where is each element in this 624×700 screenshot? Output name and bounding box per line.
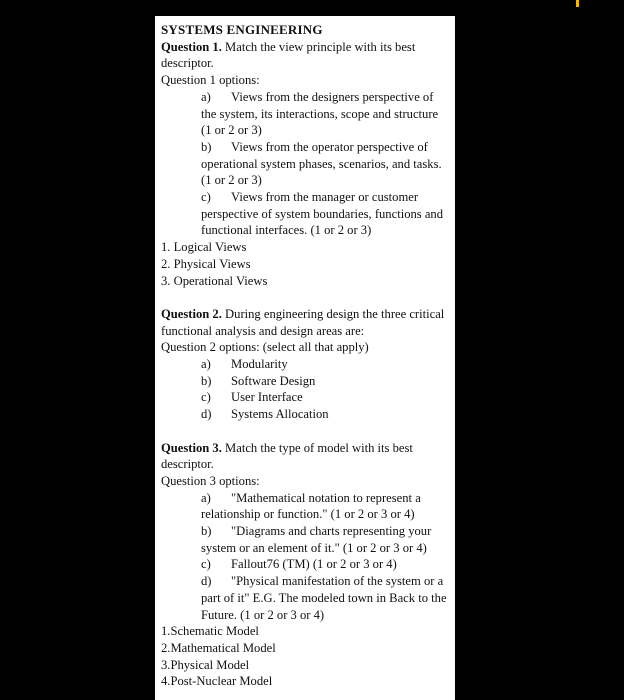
question-3-choice-2: 2.Mathematical Model [161,640,276,655]
option-text: User Interface [231,390,303,405]
question-2-option-a [161,356,451,373]
option-text: Software Design [231,373,316,388]
option-letter: b) [201,524,212,539]
question-3-option-d [161,573,451,623]
spacer [161,423,451,440]
question-3-choice-1: 1.Schematic Model [161,624,259,639]
option-letter: d) [201,407,212,422]
option-letter: b) [201,373,212,388]
option-text: Systems Allocation [231,407,329,422]
document-content [161,22,470,690]
option-letter: c) [201,557,211,572]
question-2-option-d [161,406,451,423]
question-1-heading [161,39,451,72]
question-3-label: Question 3. [161,440,222,455]
question-1-choice-3: 3. Operational Views [161,273,268,288]
question-1-choice-1: 1. Logical Views [161,240,247,255]
option-text: Views from the operator perspective of operational system phases, scenarios, and tasks. (1 or 2 or 3) [201,139,467,188]
option-text: Views from the manager or customer perspective of system boundaries, functions and functional interfaces. (1 or 2 or 3) [201,190,444,238]
question-1-options-heading: Question 1 options: [161,73,260,88]
question-1-label: Question 1. [161,39,222,54]
option-letter: a) [201,490,211,505]
option-text: Fallout76 (TM) (1 or 2 or 3 or 4) [231,557,397,572]
question-3-options-heading: Question 3 options: [161,473,260,488]
option-text: Modularity [231,357,288,372]
option-letter: d) [201,574,212,589]
option-letter: a) [201,89,211,104]
question-2-options-heading: Question 2 options: (select all that apply) [161,340,369,355]
question-3-choice-4: 4.Post-Nuclear Model [161,674,273,689]
document-page [155,16,470,700]
question-2-label: Question 2. [161,306,222,321]
option-text: "Physical manifestation of the system or a part of it" E.G. The modeled town in Back to the Future. (1 or 2 or 3 or 4) [201,574,447,622]
option-letter: c) [201,390,211,405]
spacer [161,289,451,306]
question-2-prompt: During engineering design the three critical functional analysis and design areas are: [161,306,445,338]
question-2-option-c [161,389,451,406]
document-title: SYSTEMS ENGINEERING [161,22,323,37]
question-1-prompt: Match the view principle with its best descriptor. [161,39,416,71]
question-3-prompt: Match the type of model with its best descriptor. [161,440,413,472]
question-3-heading [161,440,451,473]
question-3-option-c [161,556,451,573]
option-letter: c) [201,190,211,205]
question-3-option-b [161,523,451,556]
option-text: "Diagrams and charts representing your system or an element of it." (1 or 2 or 3 or 4) [201,524,432,555]
question-1-choice-2: 2. Physical Views [161,256,251,271]
option-letter: b) [201,139,212,154]
question-2-heading [161,306,451,339]
question-2-option-b [161,373,451,390]
option-text: Views from the designers perspective of the system, its interactions, scope and structure (1 or 2 or 3) [201,89,470,138]
option-letter: a) [201,357,211,372]
question-1-option-c [161,189,451,239]
question-1-option-b [161,139,467,189]
corner-marker [576,0,579,7]
option-text: "Mathematical notation to represent a relationship or function." (1 or 2 or 3 or 4) [201,490,421,522]
question-3-option-a [161,490,451,523]
question-1-option-a [161,89,470,139]
question-3-choice-3: 3.Physical Model [161,657,250,672]
